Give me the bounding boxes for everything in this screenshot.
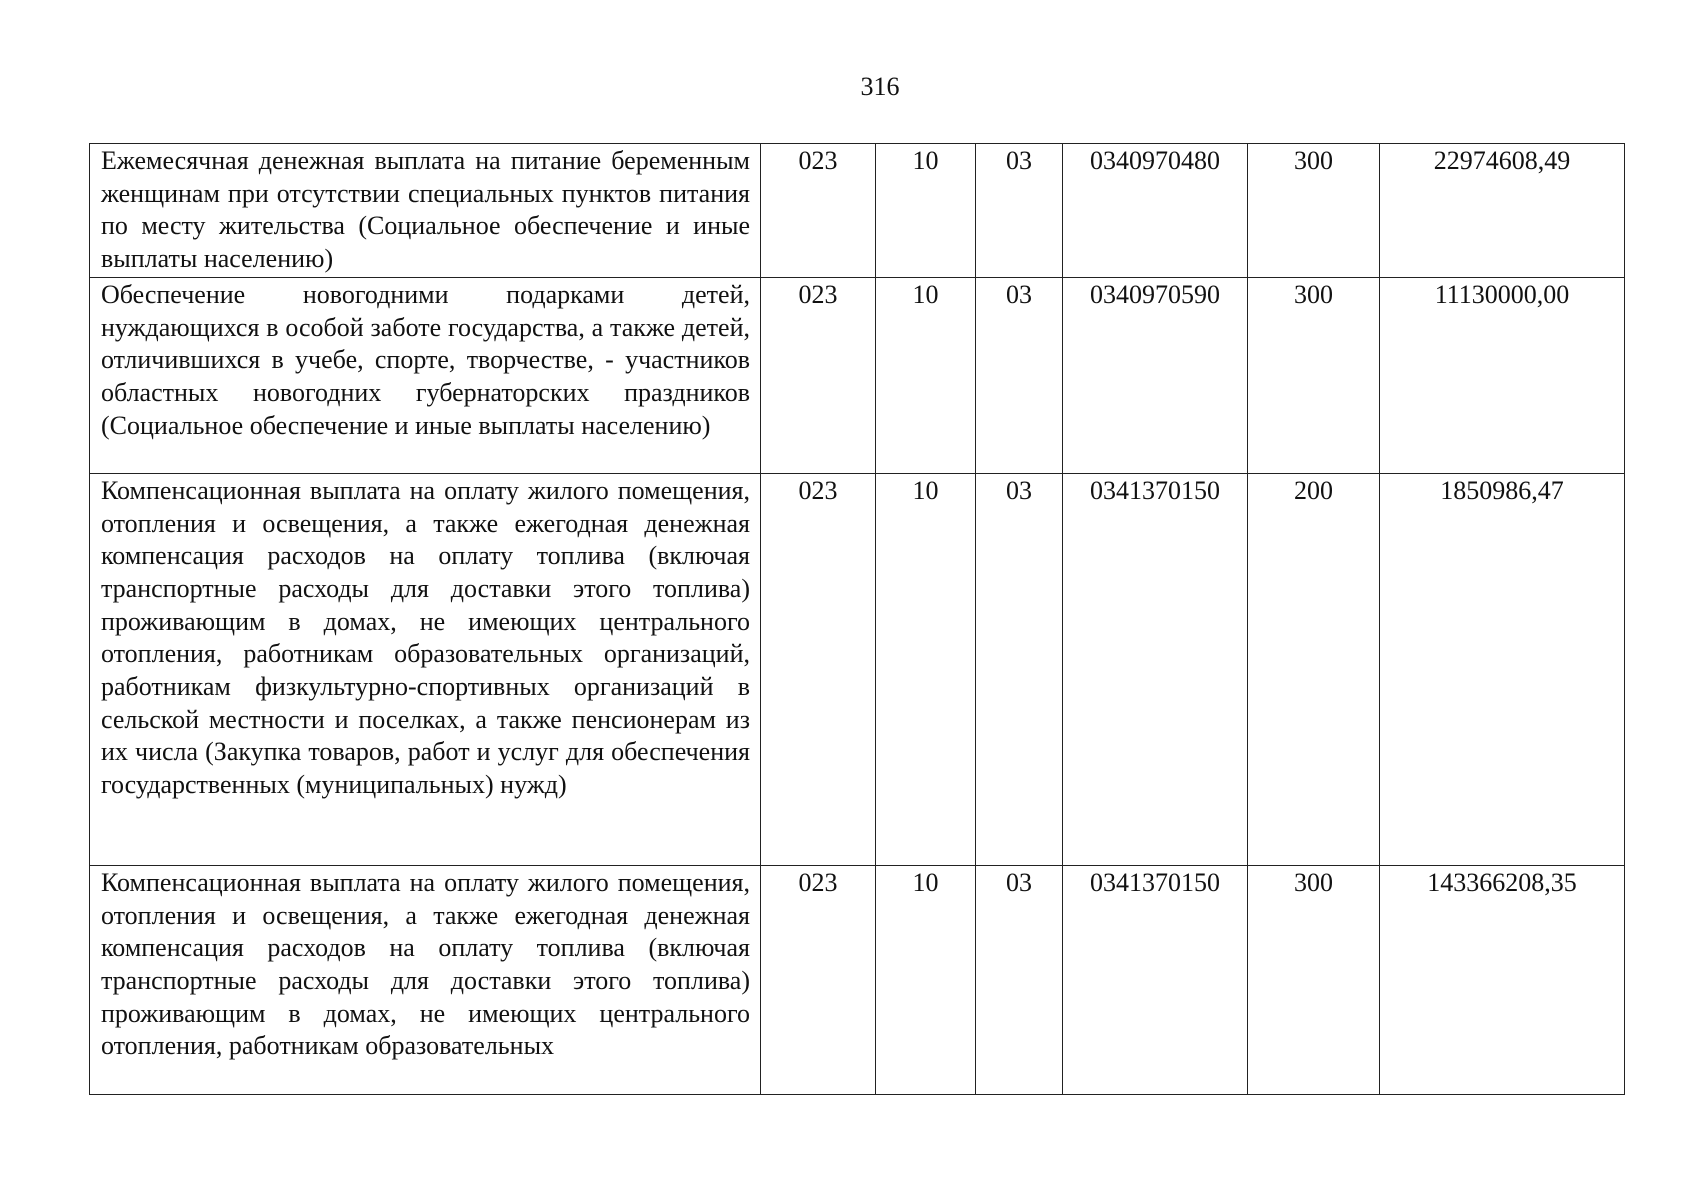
budget-table [89,143,1625,1095]
expense-type-code: 300 [1248,865,1380,1094]
table-row [90,144,1625,278]
ministry-code: 023 [761,144,876,278]
expense-type-code: 200 [1248,473,1380,865]
amount: 11130000,00 [1380,277,1625,473]
amount: 22974608,49 [1380,144,1625,278]
section-code: 10 [876,144,976,278]
subsection-code: 03 [976,865,1063,1094]
subsection-code: 03 [976,473,1063,865]
amount: 1850986,47 [1380,473,1625,865]
expense-type-code: 300 [1248,277,1380,473]
row-description: Ежемесячная денежная выплата на питание беременным женщинам при отсутствии специальных пунктов питания по месту жительства (Социальное обеспечение и иные выплаты населению) [90,144,761,278]
section-code: 10 [876,277,976,473]
subsection-code: 03 [976,277,1063,473]
ministry-code: 023 [761,865,876,1094]
section-code: 10 [876,473,976,865]
target-article-code: 0341370150 [1063,473,1248,865]
row-description: Обеспечение новогодними подарками детей, нуждающихся в особой заботе государства, а также детей, отличившихся в учебе, спорте, творчестве, - участников областных новогодних губернаторских праздников (Социальное обеспечение и иные выплаты населению) [90,277,761,473]
ministry-code: 023 [761,277,876,473]
table-row [90,865,1625,1094]
table-row [90,277,1625,473]
target-article-code: 0340970480 [1063,144,1248,278]
target-article-code: 0341370150 [1063,865,1248,1094]
table-row [90,473,1625,865]
expense-type-code: 300 [1248,144,1380,278]
row-description: Компенсационная выплата на оплату жилого помещения, отопления и освещения, а также ежегодная денежная компенсация расходов на оплату топлива (включая транспортные расходы для доставки этого топлива) проживающим в домах, не имеющих центрального отопления, работникам образовательных [90,865,761,1094]
target-article-code: 0340970590 [1063,277,1248,473]
page-number: 316 [860,72,900,101]
subsection-code: 03 [976,144,1063,278]
section-code: 10 [876,865,976,1094]
ministry-code: 023 [761,473,876,865]
amount: 143366208,35 [1380,865,1625,1094]
row-description: Компенсационная выплата на оплату жилого помещения, отопления и освещения, а также ежегодная денежная компенсация расходов на оплату топлива (включая транспортные расходы для доставки этого топлива) проживающим в домах, не имеющих центрального отопления, работникам образовательных организаций, работникам физкультурно-спортивных организаций в сельской местности и поселках, а также пенсионерам из их числа (Закупка товаров, работ и услуг для обеспечения государственных (муниципальных) нужд) [90,473,761,865]
